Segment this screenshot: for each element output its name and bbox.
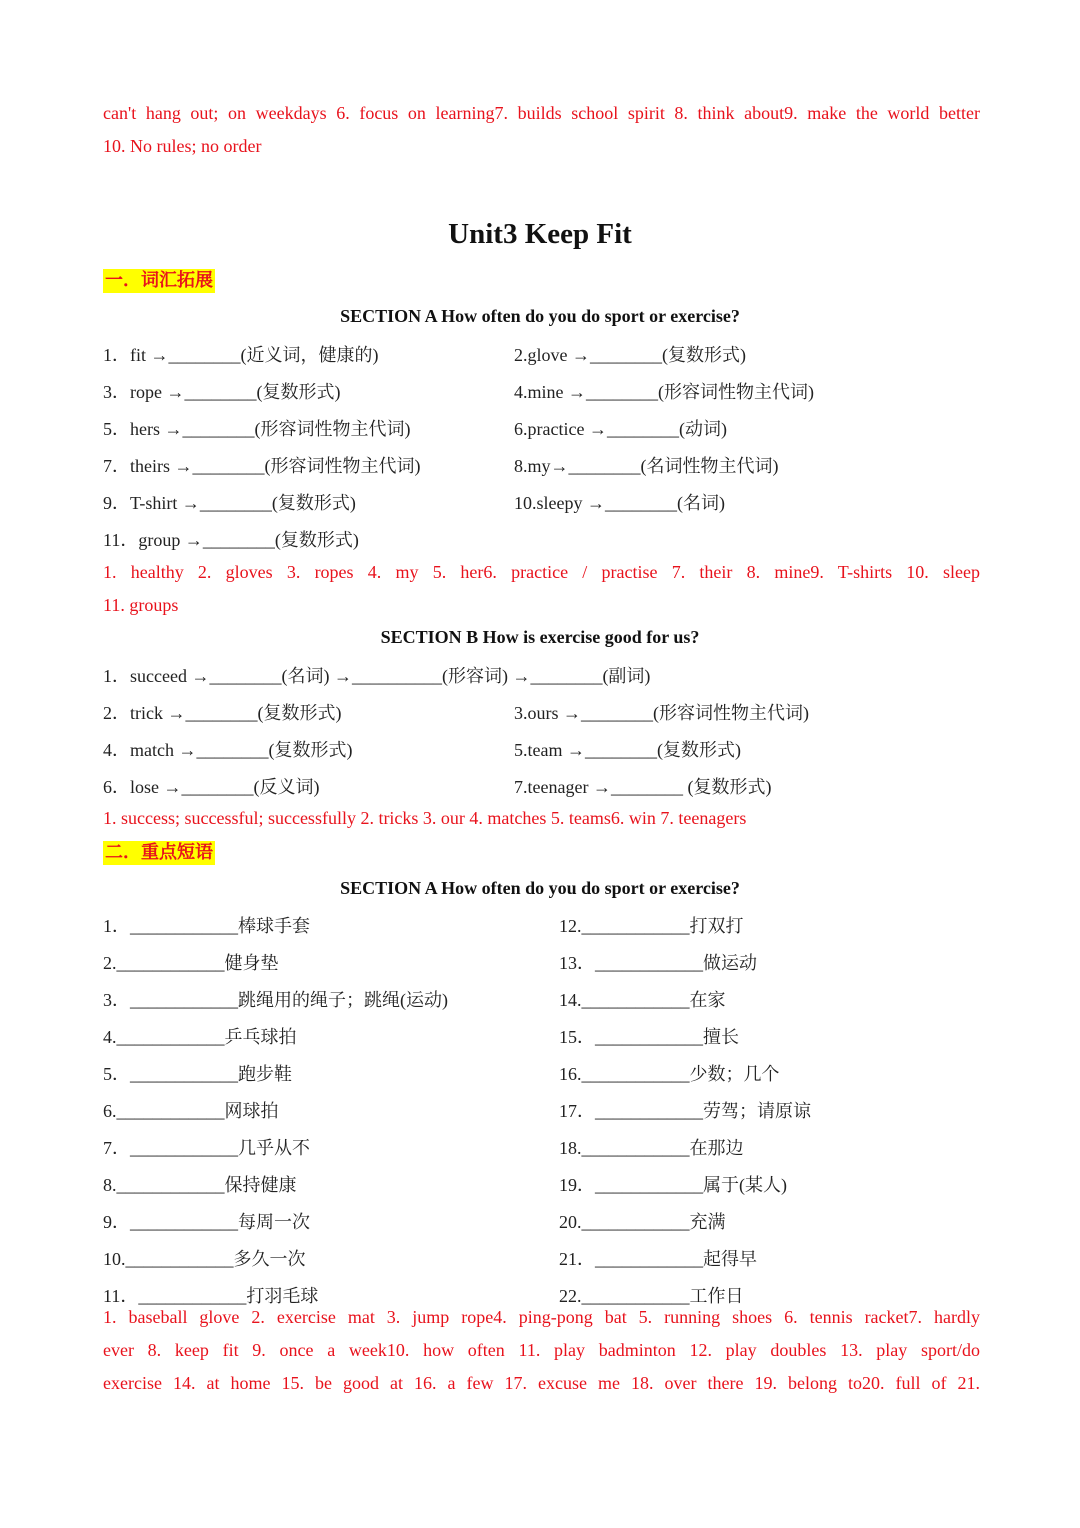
vocab-item: 6．lose →________(反义词) bbox=[103, 777, 320, 797]
phrase-item: 20.____________充满 bbox=[559, 1212, 726, 1232]
part2-heading: 二．重点短语 bbox=[105, 842, 213, 863]
section-b-title: SECTION B How is exercise good for us? bbox=[380, 627, 700, 647]
section-a-title: SECTION A How often do you do sport or exercise? bbox=[340, 306, 740, 326]
phrase-item: 22.____________工作日 bbox=[559, 1286, 744, 1306]
vocab-item: 2．trick →________(复数形式) bbox=[103, 703, 342, 723]
vocab-item: 7．theirs →________(形容词性物主代词) bbox=[103, 456, 421, 476]
phrase-item: 21．____________起得早 bbox=[559, 1249, 757, 1269]
answer-line: 1. success; successful; successfully 2. tricks 3. our 4. matches 5. teams6. win 7. teenagers bbox=[103, 808, 747, 828]
phrase-item: 2.____________健身垫 bbox=[103, 953, 279, 973]
phrase-item: 1．____________棒球手套 bbox=[103, 916, 310, 936]
phrase-item: 5．____________跑步鞋 bbox=[103, 1064, 292, 1084]
vocab-item: 3.ours →________(形容词性物主代词) bbox=[514, 703, 809, 723]
answer-line: 10. No rules; no order bbox=[103, 136, 262, 156]
vocab-item: 8.my→________(名词性物主代词) bbox=[514, 456, 779, 476]
vocab-item: 10.sleepy →________(名词) bbox=[514, 493, 725, 513]
vocab-item: 6.practice →________(动词) bbox=[514, 419, 727, 439]
vocab-item: 3．rope →________(复数形式) bbox=[103, 382, 341, 402]
phrase-item: 15．____________擅长 bbox=[559, 1027, 739, 1047]
phrase-item: 11．____________打羽毛球 bbox=[103, 1286, 319, 1306]
phrase-item: 3．____________跳绳用的绳子；跳绳(运动) bbox=[103, 990, 448, 1010]
page-title: Unit3 Keep Fit bbox=[448, 218, 632, 250]
vocab-item: 9．T-shirt →________(复数形式) bbox=[103, 493, 356, 513]
section-a-title: SECTION A How often do you do sport or exercise? bbox=[340, 878, 740, 898]
vocab-item: 2.glove →________(复数形式) bbox=[514, 345, 746, 365]
phrase-item: 18.____________在那边 bbox=[559, 1138, 744, 1158]
phrase-item: 8.____________保持健康 bbox=[103, 1175, 297, 1195]
phrase-item: 19．____________属于(某人) bbox=[559, 1175, 787, 1195]
phrase-item: 13．____________做运动 bbox=[559, 953, 757, 973]
phrase-item: 4.____________乒乓球拍 bbox=[103, 1027, 297, 1047]
vocab-item: 5．hers →________(形容词性物主代词) bbox=[103, 419, 411, 439]
part1-heading: 一．词汇拓展 bbox=[105, 270, 213, 291]
phrase-item: 7．____________几乎从不 bbox=[103, 1138, 310, 1158]
phrase-item: 16.____________少数；几个 bbox=[559, 1064, 780, 1084]
vocab-item: 11．group →________(复数形式) bbox=[103, 530, 359, 550]
vocab-item: 4．match →________(复数形式) bbox=[103, 740, 353, 760]
phrase-item: 10.____________多久一次 bbox=[103, 1249, 306, 1269]
phrase-item: 6.____________网球拍 bbox=[103, 1101, 279, 1121]
vocab-item: 5.team →________(复数形式) bbox=[514, 740, 741, 760]
answer-line: can't hang out; on weekdays 6. focus on learning7. builds school spirit 8. think about9. make the world better bbox=[103, 103, 980, 123]
answer-line: 1. baseball glove 2. exercise mat 3. jump rope4. ping-pong bat 5. running shoes 6. tennis racket7. hardly bbox=[103, 1307, 980, 1327]
phrase-item: 17．____________劳驾；请原谅 bbox=[559, 1101, 811, 1121]
vocab-item: 4.mine →________(形容词性物主代词) bbox=[514, 382, 814, 402]
answer-line: exercise 14. at home 15. be good at 16. a few 17. excuse me 18. over there 19. belong to20. full of 21. bbox=[103, 1373, 980, 1393]
vocab-item: 1．fit →________(近义词，健康的) bbox=[103, 345, 379, 365]
answer-line: 1. healthy 2. gloves 3. ropes 4. my 5. her6. practice / practise 7. their 8. mine9. T-shirts 10. sleep bbox=[103, 562, 980, 582]
vocab-item: 1．succeed →________(名词) →__________(形容词) →________(副词) bbox=[103, 666, 651, 686]
vocab-item: 7.teenager →________ (复数形式) bbox=[514, 777, 772, 797]
phrase-item: 14.____________在家 bbox=[559, 990, 726, 1010]
answer-line: ever 8. keep fit 9. once a week10. how often 11. play badminton 12. play doubles 13. play sport/do bbox=[103, 1340, 980, 1360]
phrase-item: 12.____________打双打 bbox=[559, 916, 744, 936]
phrase-item: 9．____________每周一次 bbox=[103, 1212, 310, 1232]
answer-line: 11. groups bbox=[103, 595, 179, 615]
